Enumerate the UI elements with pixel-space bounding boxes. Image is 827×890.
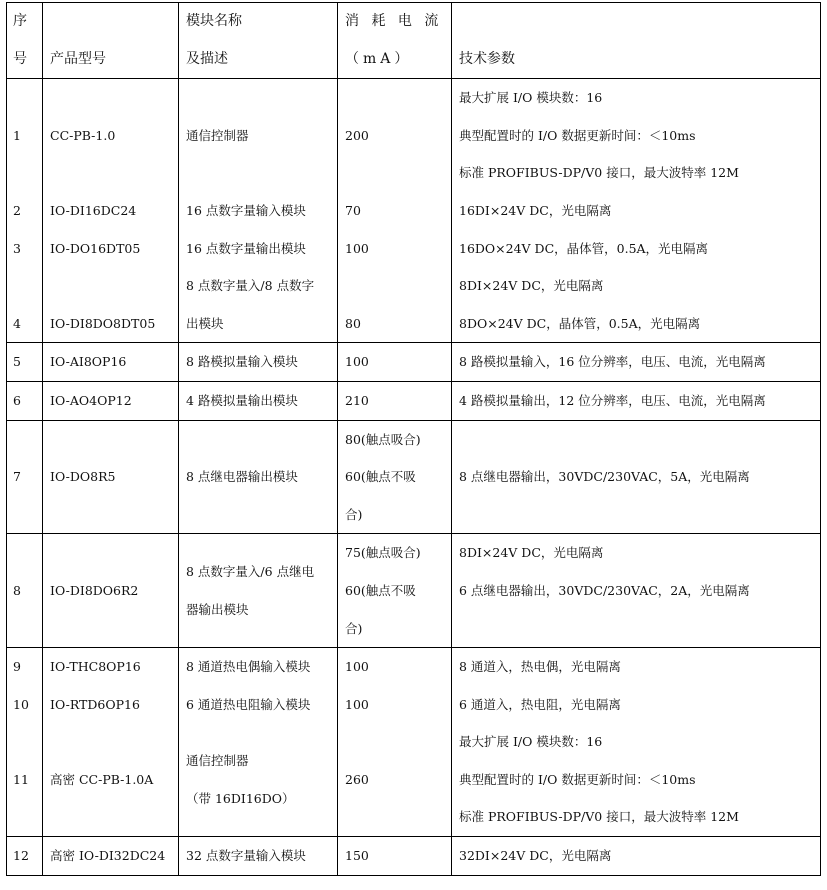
cell-number-line: 号 [13,50,27,67]
cell-current-line [345,79,444,117]
cell-name-line: 8 路模拟量输入模块 [186,354,298,370]
cell-name-line: 32 点数字量输入模块 [186,848,306,864]
cell-name [179,723,338,836]
table-row [7,837,821,876]
cell-current [338,648,452,686]
header-cell-params [452,3,821,79]
cell-params [452,267,821,343]
cell-model [43,343,179,382]
cell-params-line: 8 点继电器输出，30VDC/230VAC，5A，光电隔离 [459,469,750,485]
table-row [7,267,821,343]
cell-current-line: 60(触点不吸 [345,582,416,598]
cell-model-line [50,79,171,117]
cell-number [7,420,43,534]
cell-current [338,230,452,268]
cell-current [338,420,452,534]
cell-model [43,723,179,836]
cell-current-line: 260 [345,771,369,787]
cell-name-line [186,421,330,459]
cell-params [452,343,821,382]
cell-number-line [13,798,35,836]
cell-name [179,381,338,420]
cell-number [7,267,43,343]
table-row [7,79,821,192]
cell-name [179,230,338,268]
header-row [7,3,821,79]
cell-model-line [50,798,171,836]
cell-params-line: 6 点继电器输出，30VDC/230VAC，2A，光电隔离 [459,582,750,598]
cell-params-line: 6 通道入，热电阻，光电隔离 [459,696,621,712]
cell-name-line [186,79,330,117]
cell-params-line: 8DI×24V DC，光电隔离 [459,278,604,294]
cell-name [179,192,338,230]
cell-name-line: 8 点数字量入/8 点数字 [186,278,315,294]
cell-model-line: CC-PB-1.0 [50,127,116,143]
cell-params-line [459,3,813,41]
cell-number [7,192,43,230]
cell-current [338,723,452,836]
cell-model [43,420,179,534]
cell-number [7,686,43,724]
cell-current-line [345,154,444,192]
cell-model-line: IO-DI8DO6R2 [50,582,139,598]
cell-number-line: 12 [13,848,29,864]
cell-number-line: 10 [13,696,29,712]
table-row [7,534,821,648]
cell-current-line: 80(触点吸合) [345,431,421,447]
cell-name-line: 4 路模拟量输出模块 [186,392,298,408]
cell-current-line: 200 [345,127,369,143]
cell-params [452,686,821,724]
cell-model-line [50,534,171,572]
cell-model-line [50,496,171,534]
cell-model-line: IO-DI8DO8DT05 [50,315,156,331]
table-row [7,420,821,534]
header-cell-current [338,3,452,79]
cell-name [179,534,338,648]
cell-name [179,837,338,876]
cell-current-line: 合) [345,620,363,636]
cell-current-line: 75(触点吸合) [345,545,421,561]
cell-model-line: 产品型号 [50,50,106,67]
cell-number-line: 3 [13,240,21,256]
cell-number [7,837,43,876]
cell-params [452,230,821,268]
cell-number-line: 7 [13,469,21,485]
cell-current [338,534,452,648]
cell-name-line: 通信控制器 [186,753,249,769]
cell-number-line [13,723,35,761]
cell-number-line [13,496,35,534]
cell-number-line [13,154,35,192]
spec-table [6,2,821,876]
cell-current-line: 100 [345,240,369,256]
cell-number [7,381,43,420]
cell-params-line [459,496,813,534]
cell-model [43,648,179,686]
cell-current [338,79,452,192]
cell-number-line: 序 [13,13,27,29]
cell-number [7,723,43,836]
table-row [7,723,821,836]
cell-model-line [50,610,171,648]
cell-number-line [13,79,35,117]
cell-name-line: 通信控制器 [186,127,249,143]
cell-model [43,192,179,230]
cell-name-line [186,154,330,192]
cell-current-line: 100 [345,696,369,712]
cell-model-line: 高密 IO-DI32DC24 [50,848,166,864]
cell-current [338,837,452,876]
table-row [7,230,821,268]
cell-current-line: （mA） [345,50,413,67]
cell-current-line [345,798,444,836]
cell-model-line [50,3,171,41]
cell-name-line [186,496,330,534]
cell-number [7,534,43,648]
cell-number-line [13,610,35,648]
cell-name-line: 8 点继电器输出模块 [186,469,298,485]
cell-name [179,79,338,192]
cell-name-line: （带 16DI16DO） [186,790,295,806]
cell-name [179,648,338,686]
cell-name-line: 16 点数字量输入模块 [186,202,306,218]
cell-params-line: 最大扩展 I/O 模块数：16 [459,90,603,106]
cell-number-line: 9 [13,659,21,675]
cell-params-line: 8DI×24V DC，光电隔离 [459,545,604,561]
cell-model-line: IO-AO4OP12 [50,392,132,408]
cell-params [452,79,821,192]
cell-model [43,686,179,724]
cell-params-line: 8 通道入，热电偶，光电隔离 [459,659,621,675]
cell-number [7,230,43,268]
cell-params-line: 32DI×24V DC，光电隔离 [459,848,612,864]
cell-model-line [50,267,171,305]
table-row [7,686,821,724]
cell-params-line: 8 路模拟量输入，16 位分辨率，电压、电流，光电隔离 [459,354,766,370]
cell-model-line: 高密 CC-PB-1.0A [50,771,154,787]
table-row [7,192,821,230]
cell-name-line: 出模块 [186,315,224,331]
cell-name [179,343,338,382]
cell-current [338,192,452,230]
cell-number-line [13,267,35,305]
cell-model-line [50,723,171,761]
cell-number-line: 1 [13,127,21,143]
cell-model-line [50,421,171,459]
table-row [7,343,821,382]
cell-current-line [345,723,444,761]
cell-params [452,837,821,876]
cell-number [7,648,43,686]
cell-model [43,837,179,876]
cell-current-line [345,267,444,305]
cell-params [452,381,821,420]
cell-number [7,79,43,192]
cell-model [43,230,179,268]
cell-number-line: 5 [13,354,21,370]
cell-number-line: 6 [13,392,21,408]
cell-params [452,192,821,230]
cell-name-line: 16 点数字量输出模块 [186,240,306,256]
cell-model [43,79,179,192]
cell-params-line: 标准 PROFIBUS-DP/V0 接口，最大波特率 12M [459,165,739,181]
cell-params-line: 最大扩展 I/O 模块数：16 [459,734,603,750]
cell-number-line: 4 [13,315,21,331]
cell-model-line: IO-AI8OP16 [50,354,127,370]
cell-name [179,267,338,343]
cell-params-line: 典型配置时的 I/O 数据更新时间：＜10ms [459,771,696,787]
cell-current [338,343,452,382]
cell-number-line [13,421,35,459]
cell-params-line: 4 路模拟量输出，12 位分辨率，电压、电流，光电隔离 [459,392,766,408]
cell-params [452,420,821,534]
cell-current-line: 100 [345,659,369,675]
cell-current-line: 合) [345,506,363,522]
cell-name [179,686,338,724]
cell-params-line: 8DO×24V DC，晶体管，0.5A，光电隔离 [459,315,701,331]
cell-model [43,534,179,648]
cell-params-line: 标准 PROFIBUS-DP/V0 接口，最大波特率 12M [459,809,739,825]
cell-current-line: 150 [345,848,369,864]
cell-number-line: 8 [13,582,21,598]
table-row [7,381,821,420]
cell-model-line: IO-RTD6OP16 [50,696,140,712]
cell-params-line: 技术参数 [459,50,515,67]
cell-current-line: 60(触点不吸 [345,469,416,485]
cell-params [452,723,821,836]
cell-params [452,648,821,686]
header-cell-name [179,3,338,79]
cell-model-line: IO-DO16DT05 [50,240,141,256]
header-cell-model [43,3,179,79]
cell-name [179,420,338,534]
cell-current-line: 70 [345,202,361,218]
cell-model [43,381,179,420]
cell-current [338,686,452,724]
cell-model-line: IO-DO8R5 [50,469,116,485]
cell-params-line: 典型配置时的 I/O 数据更新时间：＜10ms [459,127,696,143]
cell-model-line [50,154,171,192]
cell-params-line: 16DO×24V DC，晶体管，0.5A，光电隔离 [459,240,709,256]
cell-number-line: 2 [13,202,21,218]
cell-number [7,343,43,382]
cell-current [338,267,452,343]
cell-model [43,267,179,343]
cell-name-line: 器输出模块 [186,601,249,617]
cell-params-line: 16DI×24V DC，光电隔离 [459,202,612,218]
cell-params-line [459,610,813,648]
cell-current-line: 80 [345,315,361,331]
cell-params [452,534,821,648]
cell-name-line: 8 点数字量入/6 点继电 [186,564,315,580]
cell-model-line: IO-THC8OP16 [50,659,141,675]
header-cell-number [7,3,43,79]
cell-number-line: 11 [13,771,29,787]
cell-name-line: 及描述 [186,50,228,67]
table-row [7,648,821,686]
cell-current-line: 210 [345,392,369,408]
cell-current-line: 100 [345,354,369,370]
cell-model-line: IO-DI16DC24 [50,202,137,218]
cell-number-line [13,534,35,572]
cell-params-line [459,421,813,459]
cell-current-line: 消 耗 电 流 [345,13,443,29]
cell-name-line: 8 通道热电偶输入模块 [186,659,311,675]
cell-current [338,381,452,420]
cell-name-line: 6 通道热电阻输入模块 [186,696,311,712]
cell-name-line: 模块名称 [186,13,242,29]
